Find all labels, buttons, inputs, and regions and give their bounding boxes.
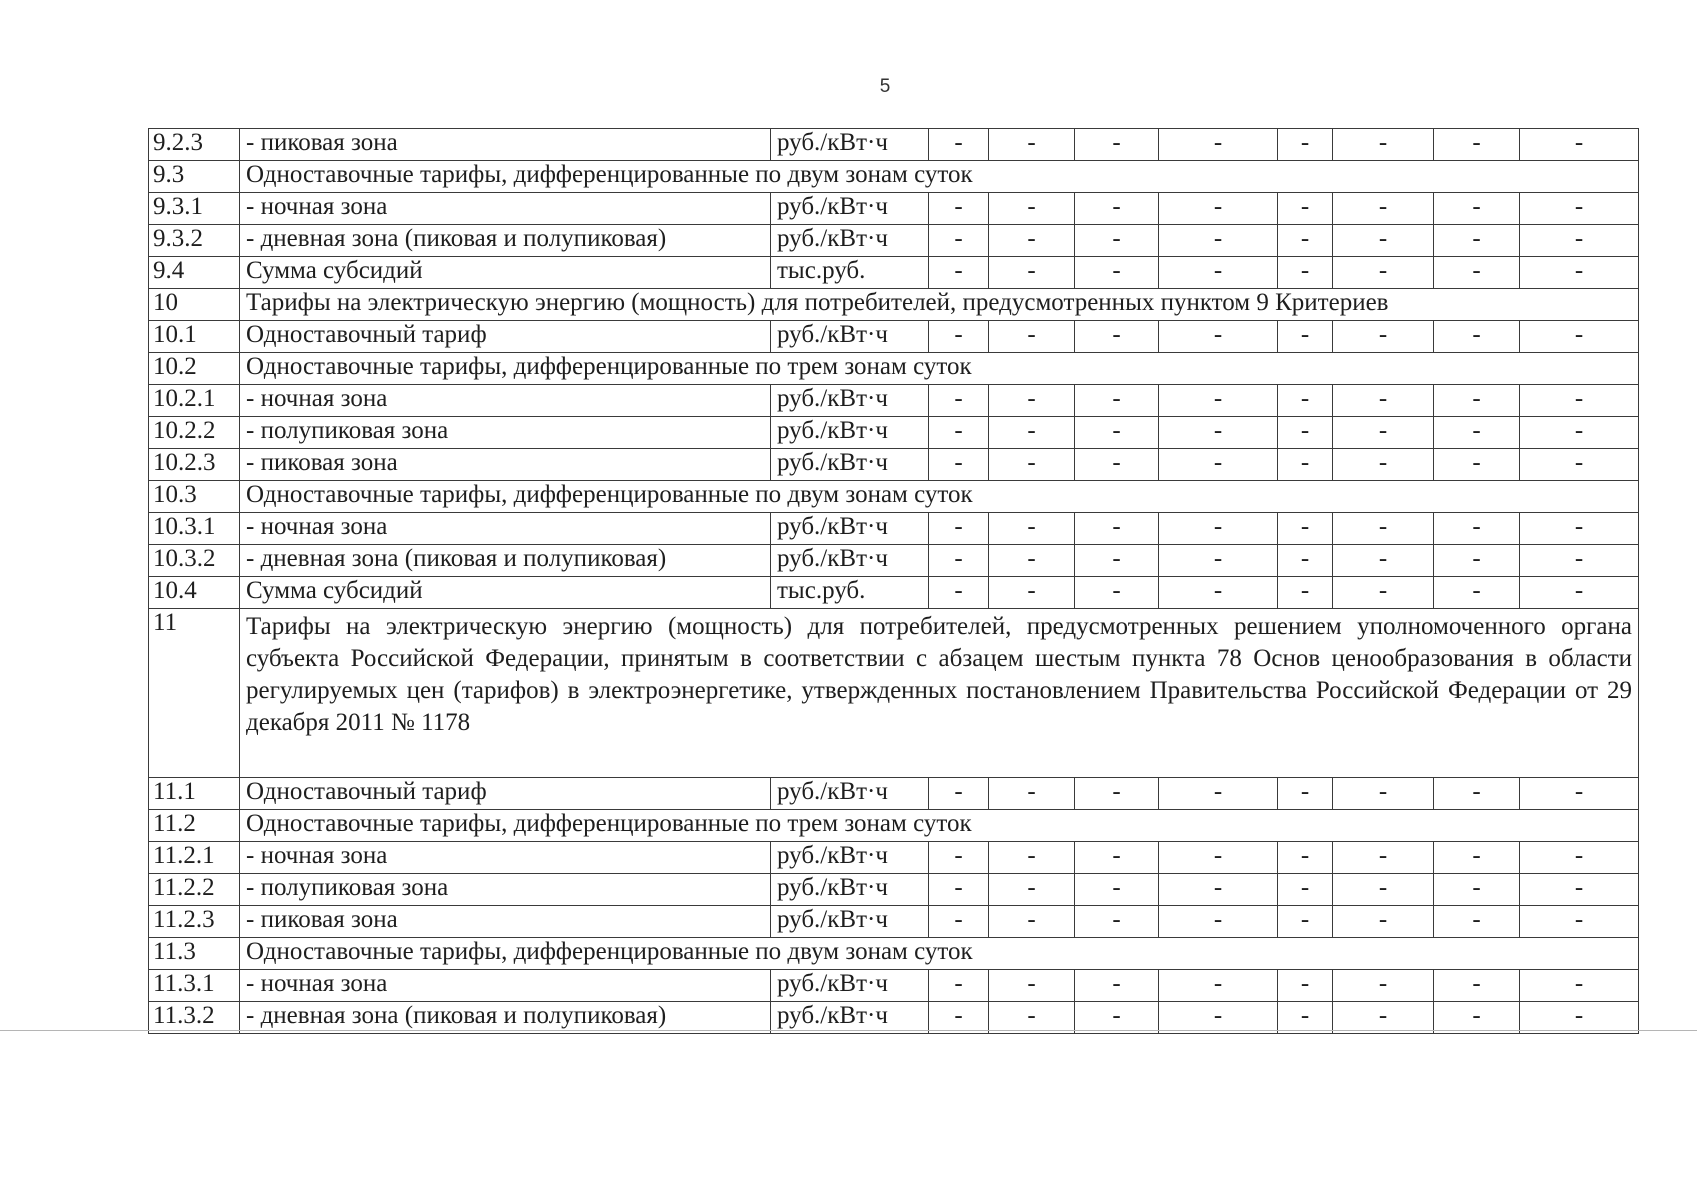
row-name-cell: Одноставочный тариф [240, 321, 771, 353]
value-cell: - [1434, 449, 1520, 481]
table-row [149, 938, 1639, 970]
table-row [149, 874, 1639, 906]
value-cell: - [1075, 449, 1159, 481]
value-cell: - [1159, 778, 1278, 810]
value-cell: - [1434, 577, 1520, 609]
row-number-cell: 9.4 [149, 257, 240, 289]
value-cell: - [1520, 842, 1639, 874]
value-cell: - [989, 1002, 1075, 1034]
value-cell: - [1075, 970, 1159, 1002]
table-row [149, 385, 1639, 417]
value-cell: - [1434, 193, 1520, 225]
table-row [149, 513, 1639, 545]
value-cell: - [1159, 193, 1278, 225]
value-cell: - [989, 225, 1075, 257]
value-cell: - [929, 385, 989, 417]
value-cell: - [1159, 417, 1278, 449]
table-row [149, 609, 1639, 778]
value-cell: - [1075, 778, 1159, 810]
row-name-cell: - ночная зона [240, 970, 771, 1002]
value-cell: - [1333, 906, 1434, 938]
value-cell: - [989, 545, 1075, 577]
row-name-cell: - ночная зона [240, 842, 771, 874]
value-cell: - [1278, 545, 1333, 577]
row-name-cell: - ночная зона [240, 513, 771, 545]
value-cell: - [989, 577, 1075, 609]
value-cell: - [1333, 874, 1434, 906]
value-cell: - [1278, 842, 1333, 874]
unit-cell: руб./кВт·ч [771, 778, 929, 810]
value-cell: - [1333, 193, 1434, 225]
row-number-cell: 11.3 [149, 938, 240, 970]
value-cell: - [1520, 513, 1639, 545]
value-cell: - [1434, 513, 1520, 545]
unit-cell: руб./кВт·ч [771, 129, 929, 161]
unit-cell: руб./кВт·ч [771, 385, 929, 417]
value-cell: - [1333, 417, 1434, 449]
table-row [149, 225, 1639, 257]
value-cell: - [1159, 449, 1278, 481]
table-row [149, 906, 1639, 938]
value-cell: - [929, 1002, 989, 1034]
row-number-cell: 10.2.3 [149, 449, 240, 481]
tariff-table [148, 128, 1639, 1034]
section-heading-cell: Одноставочные тарифы, дифференцированные по двум зонам суток [240, 481, 1639, 513]
row-number-cell: 11.1 [149, 778, 240, 810]
row-name-cell: - полупиковая зона [240, 417, 771, 449]
value-cell: - [1159, 225, 1278, 257]
unit-cell: руб./кВт·ч [771, 874, 929, 906]
value-cell: - [1333, 545, 1434, 577]
table-row [149, 193, 1639, 225]
value-cell: - [1333, 225, 1434, 257]
value-cell: - [1520, 778, 1639, 810]
value-cell: - [1434, 970, 1520, 1002]
unit-cell: руб./кВт·ч [771, 1002, 929, 1034]
value-cell: - [1278, 577, 1333, 609]
value-cell: - [929, 321, 989, 353]
value-cell: - [1520, 906, 1639, 938]
section-heading-cell: Одноставочные тарифы, дифференцированные по двум зонам суток [240, 938, 1639, 970]
value-cell: - [1075, 842, 1159, 874]
value-cell: - [1075, 321, 1159, 353]
value-cell: - [1333, 321, 1434, 353]
table-row [149, 481, 1639, 513]
value-cell: - [1278, 874, 1333, 906]
unit-cell: руб./кВт·ч [771, 842, 929, 874]
value-cell: - [1075, 385, 1159, 417]
row-name-cell: - дневная зона (пиковая и полупиковая) [240, 225, 771, 257]
unit-cell: руб./кВт·ч [771, 225, 929, 257]
value-cell: - [1278, 778, 1333, 810]
value-cell: - [1159, 257, 1278, 289]
value-cell: - [929, 225, 989, 257]
section-heading-cell: Тарифы на электрическую энергию (мощность) для потребителей, предусмотренных пунктом 9 Критериев [240, 289, 1639, 321]
value-cell: - [1278, 1002, 1333, 1034]
value-cell: - [1159, 545, 1278, 577]
row-name-cell: Одноставочный тариф [240, 778, 771, 810]
value-cell: - [1520, 449, 1639, 481]
value-cell: - [1520, 129, 1639, 161]
row-number-cell: 10.4 [149, 577, 240, 609]
row-number-cell: 9.2.3 [149, 129, 240, 161]
row-number-cell: 10.2.2 [149, 417, 240, 449]
unit-cell: тыс.руб. [771, 257, 929, 289]
value-cell: - [1520, 874, 1639, 906]
value-cell: - [1075, 513, 1159, 545]
value-cell: - [1333, 257, 1434, 289]
row-number-cell: 11.3.1 [149, 970, 240, 1002]
value-cell: - [929, 842, 989, 874]
scan-artifact-line [0, 1030, 1697, 1031]
value-cell: - [1520, 257, 1639, 289]
section-heading-cell: Одноставочные тарифы, дифференцированные по двум зонам суток [240, 161, 1639, 193]
value-cell: - [1434, 842, 1520, 874]
value-cell: - [1075, 193, 1159, 225]
table-row [149, 545, 1639, 577]
value-cell: - [989, 417, 1075, 449]
table-row [149, 1002, 1639, 1034]
value-cell: - [1159, 385, 1278, 417]
value-cell: - [929, 449, 989, 481]
unit-cell: руб./кВт·ч [771, 193, 929, 225]
value-cell: - [1159, 906, 1278, 938]
value-cell: - [1159, 970, 1278, 1002]
value-cell: - [1159, 577, 1278, 609]
value-cell: - [989, 321, 1075, 353]
value-cell: - [1434, 225, 1520, 257]
table-row [149, 842, 1639, 874]
value-cell: - [929, 257, 989, 289]
section-heading-cell: Тарифы на электрическую энергию (мощность) для потребителей, предусмотренных решением уполномоченного органа субъекта Российской Федерации, принятым в соответствии с абзацем шестым пункта 78 Основ ценообразования в области регулируемых цен (тарифов) в электроэнергетике, утвержденных постановлением Правительства Российской Федерации от 29 декабря 2011 № 1178 [240, 609, 1639, 778]
row-number-cell: 10 [149, 289, 240, 321]
row-name-cell: - дневная зона (пиковая и полупиковая) [240, 1002, 771, 1034]
value-cell: - [1159, 321, 1278, 353]
value-cell: - [1075, 545, 1159, 577]
value-cell: - [1075, 129, 1159, 161]
section-heading-cell: Одноставочные тарифы, дифференцированные по трем зонам суток [240, 810, 1639, 842]
page-number: 5 [879, 76, 891, 97]
value-cell: - [1520, 1002, 1639, 1034]
value-cell: - [1159, 513, 1278, 545]
row-number-cell: 10.3 [149, 481, 240, 513]
value-cell: - [1278, 449, 1333, 481]
value-cell: - [989, 129, 1075, 161]
value-cell: - [929, 874, 989, 906]
unit-cell: руб./кВт·ч [771, 417, 929, 449]
row-number-cell: 9.3.1 [149, 193, 240, 225]
value-cell: - [929, 417, 989, 449]
value-cell: - [1434, 778, 1520, 810]
value-cell: - [1075, 874, 1159, 906]
value-cell: - [989, 970, 1075, 1002]
value-cell: - [989, 385, 1075, 417]
value-cell: - [989, 906, 1075, 938]
row-name-cell: Сумма субсидий [240, 577, 771, 609]
value-cell: - [989, 449, 1075, 481]
value-cell: - [1278, 321, 1333, 353]
value-cell: - [1278, 513, 1333, 545]
table-row [149, 321, 1639, 353]
value-cell: - [1278, 970, 1333, 1002]
row-number-cell: 11.2.1 [149, 842, 240, 874]
row-number-cell: 10.2 [149, 353, 240, 385]
value-cell: - [1520, 577, 1639, 609]
value-cell: - [1333, 842, 1434, 874]
unit-cell: руб./кВт·ч [771, 449, 929, 481]
value-cell: - [929, 577, 989, 609]
row-name-cell: - пиковая зона [240, 129, 771, 161]
value-cell: - [1333, 577, 1434, 609]
value-cell: - [1333, 449, 1434, 481]
value-cell: - [1333, 1002, 1434, 1034]
value-cell: - [989, 257, 1075, 289]
value-cell: - [1333, 513, 1434, 545]
table-row [149, 449, 1639, 481]
value-cell: - [1278, 385, 1333, 417]
row-number-cell: 11.3.2 [149, 1002, 240, 1034]
value-cell: - [1520, 970, 1639, 1002]
value-cell: - [1278, 906, 1333, 938]
value-cell: - [1075, 577, 1159, 609]
table-row [149, 289, 1639, 321]
row-name-cell: - пиковая зона [240, 449, 771, 481]
value-cell: - [989, 874, 1075, 906]
unit-cell: руб./кВт·ч [771, 513, 929, 545]
value-cell: - [1434, 906, 1520, 938]
value-cell: - [929, 513, 989, 545]
value-cell: - [1278, 417, 1333, 449]
value-cell: - [1520, 193, 1639, 225]
value-cell: - [989, 193, 1075, 225]
value-cell: - [1520, 225, 1639, 257]
value-cell: - [1159, 874, 1278, 906]
value-cell: - [929, 545, 989, 577]
table-row [149, 778, 1639, 810]
table-row [149, 810, 1639, 842]
value-cell: - [1333, 778, 1434, 810]
value-cell: - [1520, 385, 1639, 417]
unit-cell: руб./кВт·ч [771, 906, 929, 938]
value-cell: - [1333, 385, 1434, 417]
value-cell: - [1075, 417, 1159, 449]
value-cell: - [1075, 906, 1159, 938]
value-cell: - [1075, 257, 1159, 289]
row-number-cell: 10.3.2 [149, 545, 240, 577]
value-cell: - [1434, 874, 1520, 906]
row-number-cell: 10.2.1 [149, 385, 240, 417]
row-number-cell: 11.2.2 [149, 874, 240, 906]
table-row [149, 353, 1639, 385]
value-cell: - [1278, 225, 1333, 257]
value-cell: - [1278, 193, 1333, 225]
value-cell: - [1434, 417, 1520, 449]
table-row [149, 577, 1639, 609]
table-row [149, 161, 1639, 193]
value-cell: - [929, 970, 989, 1002]
value-cell: - [929, 778, 989, 810]
value-cell: - [1278, 129, 1333, 161]
value-cell: - [1159, 129, 1278, 161]
row-name-cell: - ночная зона [240, 385, 771, 417]
row-number-cell: 11.2 [149, 810, 240, 842]
value-cell: - [1520, 321, 1639, 353]
value-cell: - [929, 193, 989, 225]
value-cell: - [929, 906, 989, 938]
row-name-cell: - ночная зона [240, 193, 771, 225]
row-number-cell: 9.3 [149, 161, 240, 193]
row-number-cell: 11.2.3 [149, 906, 240, 938]
table-row [149, 970, 1639, 1002]
table-body [149, 129, 1639, 1034]
row-number-cell: 9.3.2 [149, 225, 240, 257]
value-cell: - [1434, 321, 1520, 353]
section-heading-cell: Одноставочные тарифы, дифференцированные по трем зонам суток [240, 353, 1639, 385]
row-name-cell: - полупиковая зона [240, 874, 771, 906]
value-cell: - [1520, 417, 1639, 449]
row-number-cell: 10.3.1 [149, 513, 240, 545]
value-cell: - [1159, 1002, 1278, 1034]
value-cell: - [1159, 842, 1278, 874]
value-cell: - [1278, 257, 1333, 289]
value-cell: - [1333, 970, 1434, 1002]
value-cell: - [989, 778, 1075, 810]
value-cell: - [1075, 225, 1159, 257]
unit-cell: тыс.руб. [771, 577, 929, 609]
unit-cell: руб./кВт·ч [771, 545, 929, 577]
unit-cell: руб./кВт·ч [771, 321, 929, 353]
value-cell: - [929, 129, 989, 161]
row-number-cell: 11 [149, 609, 240, 778]
row-name-cell: - пиковая зона [240, 906, 771, 938]
value-cell: - [1075, 1002, 1159, 1034]
row-number-cell: 10.1 [149, 321, 240, 353]
table-row [149, 257, 1639, 289]
value-cell: - [989, 513, 1075, 545]
value-cell: - [1434, 545, 1520, 577]
value-cell: - [1434, 1002, 1520, 1034]
table-row [149, 417, 1639, 449]
value-cell: - [1434, 385, 1520, 417]
row-name-cell: Сумма субсидий [240, 257, 771, 289]
table-row [149, 129, 1639, 161]
value-cell: - [1520, 545, 1639, 577]
value-cell: - [1434, 129, 1520, 161]
value-cell: - [989, 842, 1075, 874]
row-name-cell: - дневная зона (пиковая и полупиковая) [240, 545, 771, 577]
unit-cell: руб./кВт·ч [771, 970, 929, 1002]
value-cell: - [1434, 257, 1520, 289]
value-cell: - [1333, 129, 1434, 161]
